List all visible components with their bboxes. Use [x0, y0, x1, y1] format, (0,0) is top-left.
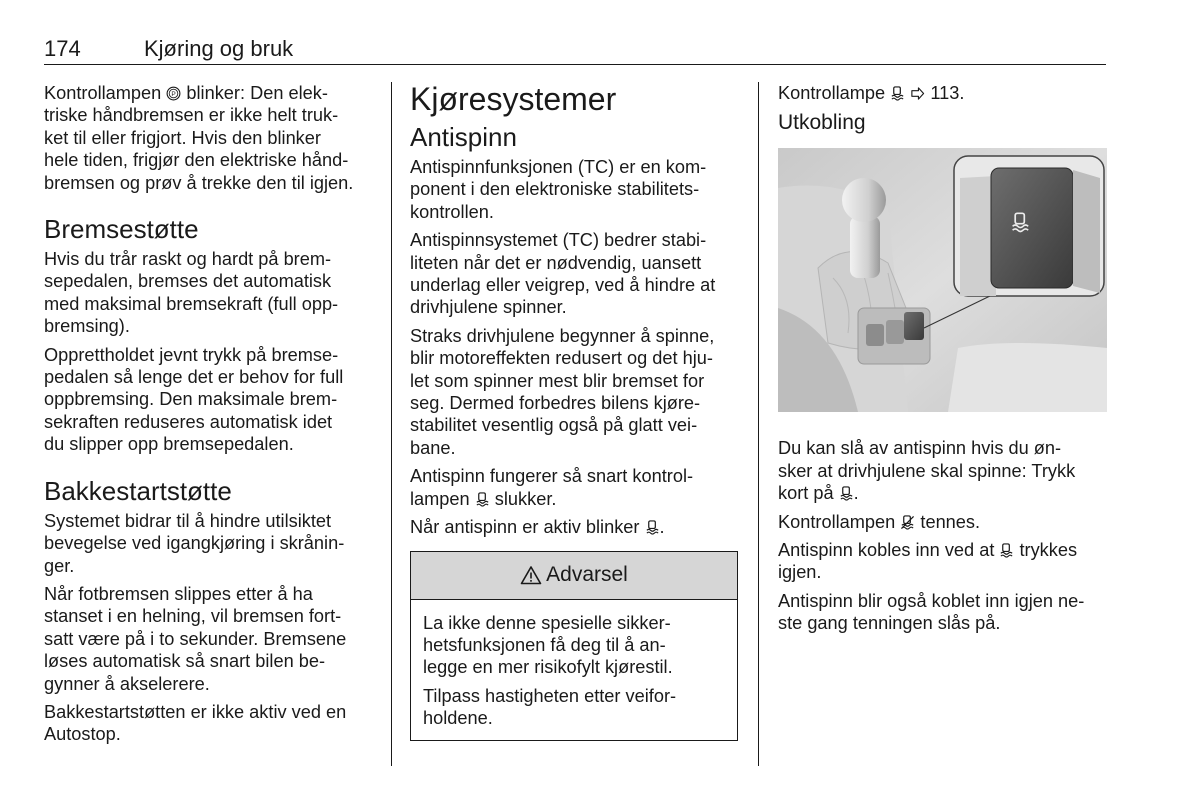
- traction-control-icon: [475, 492, 490, 507]
- deactivation-paragraph-4: Antispinn blir også koblet inn igjen ne- ste gang tenningen slås på.: [778, 590, 1085, 634]
- deactivation-paragraph-3: Antispinn kobles inn ved at trykkes igjen.: [778, 540, 1078, 583]
- svg-text:P: P: [171, 90, 177, 98]
- warning-header: [411, 552, 737, 600]
- section-title: Kjøring og bruk: [144, 36, 294, 61]
- brake-assist-paragraph-2: Opprettholdet jevnt trykk på bremse- pedalen så lenge det er behov for full oppbremsing. Den maksimale brem- sekraften reduseres automatisk idet du slipper opp bremsepedalen.: [44, 344, 344, 455]
- hill-start-paragraph-2: Når fotbremsen slippes etter å ha stanset i en helning, vil bremsen fort- satt være på i to sekunder. Bremsene løses automatisk så snart bilen be- gynner å akselerere.: [44, 583, 347, 694]
- hill-start-paragraph-3: Bakkestartstøtten er ikke aktiv ved en Autostop.: [44, 701, 347, 745]
- page-reference-arrow-icon: [910, 86, 925, 101]
- traction-control-icon: [839, 486, 854, 501]
- warning-box: [410, 551, 738, 741]
- column-middle: [410, 80, 740, 741]
- deactivation-paragraph-1: Du kan slå av antispinn hvis du øn- sker at drivhjulene skal spinne: Trykk kort på .: [778, 438, 1076, 504]
- tc-paragraph-5: Når antispinn er aktiv blinker .: [410, 517, 665, 538]
- hill-start-paragraph-1: Systemet bidrar til å hindre utilsiktet bevegelse ved igangkjøring i skrånin- ger.: [44, 510, 345, 576]
- page-header: [44, 34, 1106, 65]
- hill-start-heading: Bakkestartstøtte: [44, 475, 232, 506]
- indicator-reference: Kontrollampe 113.: [778, 83, 965, 103]
- column-divider: [391, 82, 392, 766]
- intro-paragraph: Kontrollampen P blinker: Den elek- triske håndbremsen er ikke helt truk- ket til eller frigjort. Hvis den blinker hele tiden, frigjør den elektriske hånd- bremsen og prøv å trekke den til igjen.: [44, 83, 354, 193]
- center-console-photo: [778, 148, 1107, 412]
- brake-assist-paragraph-1: Hvis du trår raskt og hardt på brem- sepedalen, bremses det automatisk med maksimal bremsekraft (full opp- bremsing).: [44, 249, 339, 337]
- traction-control-icon: [645, 520, 660, 535]
- warning-triangle-icon: [520, 565, 542, 585]
- tc-paragraph-3: Straks drivhjulene begynner å spinne, blir motoreffekten redusert og det hju- let som spinner mest blir bremset for seg. Dermed forbedres bilens kjøre- stabilitet vesentlig også på glatt vei- bane.: [410, 325, 715, 458]
- page-number: 174: [44, 36, 81, 61]
- tc-paragraph-4: Antispinn fungerer så snart kontrol- lampen slukker.: [410, 466, 694, 509]
- warning-paragraph-2: Tilpass hastigheten etter veifor- holdene.: [423, 685, 677, 729]
- warning-paragraph-1: La ikke denne spesielle sikker- hetsfunksjonen få deg til å an- legge en mer risikofylt kjørestil.: [423, 612, 673, 678]
- column-divider: [758, 82, 759, 766]
- deactivation-heading: Utkobling: [778, 111, 866, 135]
- brake-assist-heading: Bremsestøtte: [44, 214, 199, 245]
- column-left: [44, 82, 374, 752]
- warning-title: Advarsel: [546, 563, 628, 586]
- driving-systems-heading: Kjøresystemer: [410, 81, 617, 117]
- tc-paragraph-1: Antispinnfunksjonen (TC) er en kom- ponent i den elektroniske stabilitets- kontrollen.: [410, 157, 707, 222]
- traction-control-heading: Antispinn: [410, 122, 517, 152]
- traction-control-off-icon: [900, 515, 915, 530]
- parking-brake-icon: [166, 86, 181, 101]
- traction-control-icon: [890, 86, 905, 101]
- tc-paragraph-2: Antispinnsystemet (TC) bedrer stabi- liteten når det er nødvendig, uansett underlag eller veigrep, ved å hindre at drivhjulene spinner.: [410, 230, 716, 318]
- column-right: [778, 82, 1108, 641]
- traction-control-icon: [999, 543, 1014, 558]
- deactivation-paragraph-2: Kontrollampen tennes.: [778, 511, 981, 532]
